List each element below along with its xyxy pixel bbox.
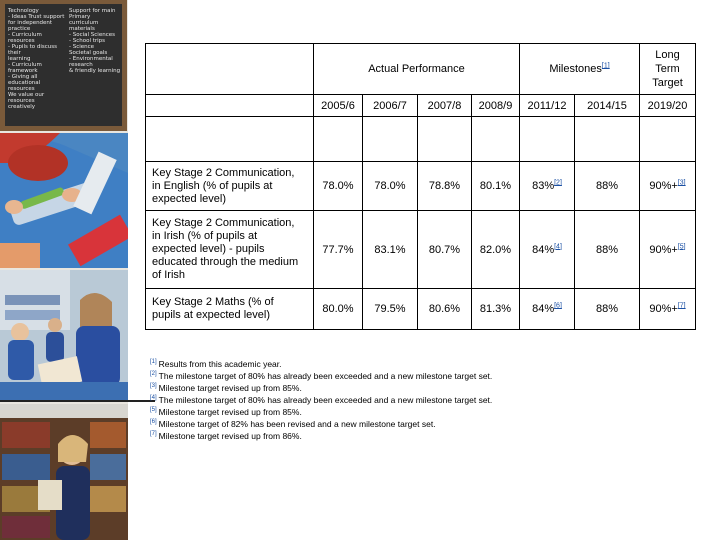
chalk-line: We value our resources xyxy=(8,92,45,104)
year-blank-cell xyxy=(146,95,314,117)
footnote-item xyxy=(150,418,492,430)
chalk-line: Technology xyxy=(8,8,39,14)
year-2008-9: 2008/9 xyxy=(472,95,520,117)
header-blank-cell xyxy=(146,44,314,95)
chalk-line: learning xyxy=(8,56,31,62)
long-term-cell xyxy=(640,162,696,211)
actual-performance-label: Actual Performance xyxy=(368,63,465,75)
chalk-line: for independent practice xyxy=(8,20,53,32)
spacer-row xyxy=(146,117,696,162)
milestone-2-cell: 88% xyxy=(575,211,640,289)
chalk-line: - Social Sciences xyxy=(69,32,115,38)
footnote-item xyxy=(150,430,492,442)
milestone-1-cell xyxy=(520,289,575,330)
footnotes xyxy=(150,358,492,442)
year-2014-15: 2014/15 xyxy=(575,95,640,117)
value-cell: 80.0% xyxy=(314,289,363,330)
row-label-line: educated through the medium xyxy=(152,256,299,268)
library-photo xyxy=(0,404,128,540)
library-illustration xyxy=(0,404,128,540)
footnote-text: Milestone target revised up from 86%. xyxy=(158,431,302,441)
footnote-text: Results from this academic year. xyxy=(158,359,282,369)
table-row xyxy=(146,211,696,289)
footnote-ref[interactable]: [6] xyxy=(150,419,157,426)
value-cell: 78.0% xyxy=(363,162,418,211)
chalk-line: - Giving all educational xyxy=(8,74,41,86)
row-label-line: of Irish xyxy=(152,269,186,281)
reading-illustration xyxy=(0,270,128,402)
footnote-item xyxy=(150,382,492,394)
row-label-line: expected level) xyxy=(152,192,226,205)
chalk-line: Support for main Primary xyxy=(69,8,116,20)
table-row xyxy=(146,289,696,330)
long-term-cell xyxy=(640,211,696,289)
footnote-link[interactable]: [2] xyxy=(554,179,562,187)
chalk-line: - Environmental research xyxy=(69,56,113,68)
footnote-text: The milestone target of 80% has already been exceeded and a new milestone target set. xyxy=(158,371,493,381)
row-label-line: Key Stage 2 Communication, xyxy=(152,166,295,179)
row-label-line: Key Stage 2 Communication, xyxy=(152,217,295,229)
chalk-line: creatively xyxy=(8,104,36,110)
chalk-line: & friendly learning xyxy=(69,68,121,74)
milestones-label: Milestones xyxy=(549,63,602,75)
chalk-line: curriculum materials xyxy=(69,20,99,32)
long-term-label: Long Term Target xyxy=(652,49,683,89)
chalk-line: - Curriculum resources xyxy=(8,32,42,44)
footnote-link[interactable]: [7] xyxy=(677,302,686,310)
year-2011-12: 2011/12 xyxy=(520,95,575,117)
chalkboard-surface xyxy=(5,4,122,126)
strip-divider-line xyxy=(0,400,155,402)
value-cell: 80.7% xyxy=(418,211,472,289)
row-label-line: Key Stage 2 Maths (% of xyxy=(152,296,274,308)
milestones-footnote-link[interactable]: [1] xyxy=(601,62,610,70)
classroom-tape-photo xyxy=(0,133,128,268)
footnote-ref[interactable]: [4] xyxy=(150,395,157,402)
photo-strip xyxy=(0,0,128,540)
value-cell: 80.1% xyxy=(472,162,520,211)
year-2019-20: 2019/20 xyxy=(640,95,696,117)
value-cell: 77.7% xyxy=(314,211,363,289)
milestone-2-cell: 88% xyxy=(575,162,640,211)
chalk-line: - Ideas Trust support xyxy=(8,14,65,20)
value-cell: 80.6% xyxy=(418,289,472,330)
long-term-value: 90%+ xyxy=(649,243,678,256)
actual-performance-header xyxy=(314,44,520,95)
chalk-line: Societal goals xyxy=(69,50,108,56)
footnote-text: Milestone target revised up from 85%. xyxy=(158,383,302,393)
row-label-line: pupils at expected level) xyxy=(152,309,271,321)
footnote-ref[interactable]: [5] xyxy=(150,407,157,414)
long-term-value: 90%+ xyxy=(649,303,678,315)
value-cell: 81.3% xyxy=(472,289,520,330)
footnote-text: The milestone target of 80% has already been exceeded and a new milestone target set. xyxy=(158,395,493,405)
reading-photo xyxy=(0,270,128,402)
footnote-item xyxy=(150,358,492,370)
year-2006-7: 2006/7 xyxy=(363,95,418,117)
classroom-tape-illustration xyxy=(0,133,128,268)
chalk-line: - Curriculum framework xyxy=(8,62,42,74)
chalk-line: - School trips xyxy=(69,38,106,44)
chalkboard-right-text xyxy=(69,8,123,74)
chalkboard-photo xyxy=(0,0,127,131)
chalk-line: - Pupils to discuss their xyxy=(8,44,57,56)
chalk-line: - Science xyxy=(69,44,95,50)
milestone-1-cell xyxy=(520,162,575,211)
footnote-ref[interactable]: [1] xyxy=(150,359,157,366)
milestone-1-cell xyxy=(520,211,575,289)
row-label-irish xyxy=(146,211,314,289)
chalkboard-left-text xyxy=(8,8,66,110)
footnote-ref[interactable]: [3] xyxy=(150,383,157,390)
footnote-item xyxy=(150,406,492,418)
value-cell: 83.1% xyxy=(363,211,418,289)
value-cell: 78.8% xyxy=(418,162,472,211)
year-2007-8: 2007/8 xyxy=(418,95,472,117)
table-row xyxy=(146,162,696,211)
milestone-1-value: 84% xyxy=(532,303,555,315)
milestones-header xyxy=(520,44,640,95)
row-label-line: in Irish (% of pupils at xyxy=(152,230,258,242)
milestone-2-cell: 88% xyxy=(575,289,640,330)
row-label-english xyxy=(146,162,314,211)
footnote-link[interactable]: [4] xyxy=(554,242,562,250)
footnote-item xyxy=(150,370,492,382)
milestone-1-value: 83% xyxy=(532,180,555,192)
footnote-link[interactable]: [6] xyxy=(554,302,562,310)
header-group-row xyxy=(146,44,696,95)
long-term-header xyxy=(640,44,696,95)
year-2005-6: 2005/6 xyxy=(314,95,363,117)
row-label-line: in English (% of pupils at xyxy=(152,179,273,192)
value-cell: 79.5% xyxy=(363,289,418,330)
value-cell: 78.0% xyxy=(314,162,363,211)
footnote-ref[interactable]: [7] xyxy=(150,431,157,438)
footnote-ref[interactable]: [2] xyxy=(150,371,157,378)
footnote-text: Milestone target revised up from 85%. xyxy=(158,407,302,417)
row-label-maths xyxy=(146,289,314,330)
long-term-value: 90%+ xyxy=(649,180,678,192)
milestone-1-value: 84% xyxy=(532,243,555,256)
chalk-line: resources xyxy=(8,86,35,92)
footnote-item xyxy=(150,394,492,406)
footnote-link[interactable]: [3] xyxy=(677,179,686,187)
long-term-cell xyxy=(640,289,696,330)
footnote-link[interactable]: [5] xyxy=(677,242,686,250)
footnote-text: Milestone target of 82% has been revised and a new milestone target set. xyxy=(158,419,436,429)
value-cell: 82.0% xyxy=(472,211,520,289)
performance-table xyxy=(145,43,696,330)
year-header-row xyxy=(146,95,696,117)
row-label-line: expected level) - pupils xyxy=(152,243,265,255)
